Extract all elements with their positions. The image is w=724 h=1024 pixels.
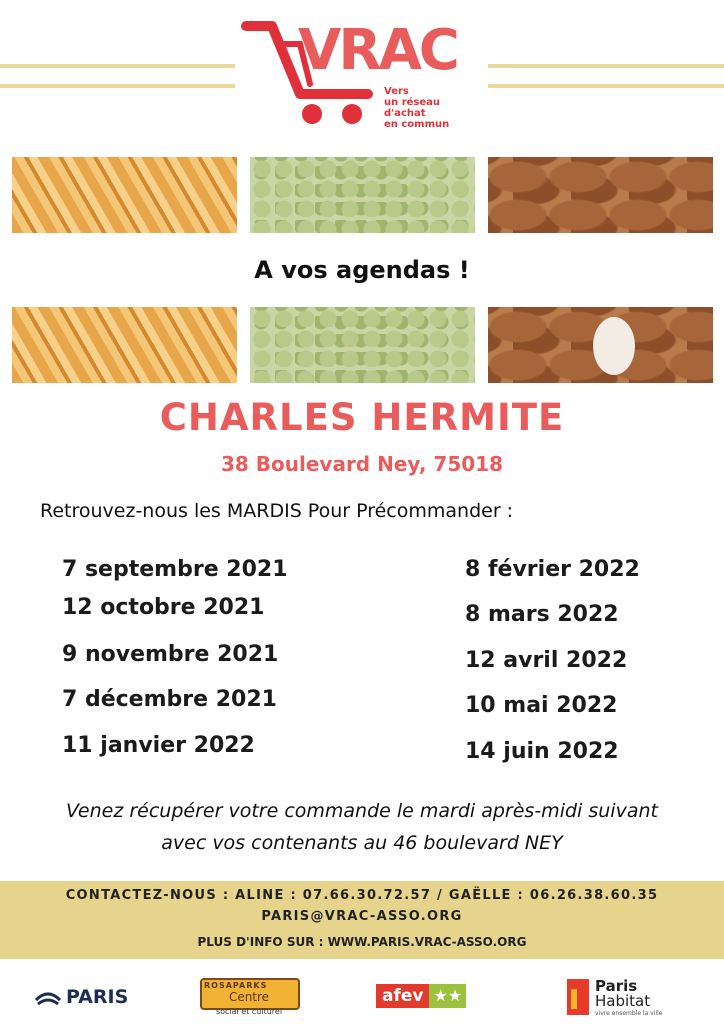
paris-logo bbox=[34, 984, 128, 1010]
vrac-logo bbox=[240, 14, 480, 134]
header-stripe-right-1 bbox=[488, 64, 724, 68]
paris-habitat-mark bbox=[567, 979, 589, 1015]
paris-label: PARIS bbox=[66, 986, 129, 1008]
date-right-3: 12 avril 2022 bbox=[465, 648, 628, 673]
logo-brand: VRAC bbox=[298, 18, 457, 83]
header-stripe-left-2 bbox=[0, 84, 235, 88]
logo-tagline-2: un réseau bbox=[384, 97, 441, 108]
paris-habitat-line-2: Habitat bbox=[595, 992, 651, 1010]
afev-logo bbox=[376, 984, 466, 1008]
location-address: 38 Boulevard Ney, 75018 bbox=[220, 452, 504, 476]
header-stripe-right-2 bbox=[488, 84, 724, 88]
paris-habitat-logo bbox=[567, 975, 677, 1019]
rosaparks-centre: Centre bbox=[228, 990, 270, 1004]
date-left-5: 11 janvier 2022 bbox=[62, 733, 255, 758]
peeled-almond bbox=[593, 317, 635, 375]
rosaparks-sub: social et culturel bbox=[215, 1007, 283, 1016]
paris-ship-icon bbox=[34, 986, 62, 1008]
date-left-1: 7 septembre 2021 bbox=[62, 557, 288, 582]
pasta-photo-bottom bbox=[12, 307, 237, 383]
header-stripe-left-1 bbox=[0, 64, 235, 68]
logo-tagline-1: Vers bbox=[384, 86, 409, 97]
headline: A vos agendas ! bbox=[254, 256, 470, 284]
almond-photo-top bbox=[488, 157, 713, 233]
logo-tagline-3: d'achat bbox=[384, 108, 426, 119]
logo-tagline-4: en commun bbox=[384, 119, 450, 130]
date-right-2: 8 mars 2022 bbox=[465, 602, 619, 627]
contact-email[interactable]: PARIS@VRAC-ASSO.ORG bbox=[261, 909, 463, 924]
almond-photo-bottom bbox=[488, 307, 713, 383]
pickup-line-2: avec vos contenants au 46 boulevard NEY bbox=[161, 832, 563, 854]
date-right-5: 14 juin 2022 bbox=[465, 739, 619, 764]
rosaparks-top: ROSAPARKS bbox=[204, 981, 268, 990]
location-name: CHARLES HERMITE bbox=[159, 396, 565, 439]
info-website[interactable]: PLUS D'INFO SUR : WWW.PARIS.VRAC-ASSO.ORG bbox=[197, 935, 527, 949]
peas-photo-top bbox=[250, 157, 475, 233]
intro-text: Retrouvez-nous les MARDIS Pour Précommander : bbox=[40, 500, 514, 522]
date-right-4: 10 mai 2022 bbox=[465, 693, 618, 718]
pickup-line-1: Venez récupérer votre commande le mardi après-midi suivant bbox=[66, 800, 658, 822]
paris-habitat-sub: vivre ensemble la ville bbox=[595, 1010, 663, 1017]
date-left-2: 12 octobre 2021 bbox=[62, 595, 265, 620]
paris-habitat-line-1: Paris bbox=[595, 977, 638, 995]
pasta-photo-top bbox=[12, 157, 237, 233]
date-left-4: 7 décembre 2021 bbox=[62, 687, 277, 712]
afev-stars-icon: ★★ bbox=[429, 984, 466, 1008]
date-left-3: 9 novembre 2021 bbox=[62, 642, 279, 667]
afev-label: afev bbox=[376, 984, 429, 1008]
rosaparks-logo bbox=[200, 978, 298, 1018]
contact-phones: CONTACTEZ-NOUS : ALINE : 07.66.30.72.57 / GAËLLE : 06.26.38.60.35 bbox=[65, 888, 659, 903]
peas-photo-bottom bbox=[250, 307, 475, 383]
date-right-1: 8 février 2022 bbox=[465, 557, 640, 582]
